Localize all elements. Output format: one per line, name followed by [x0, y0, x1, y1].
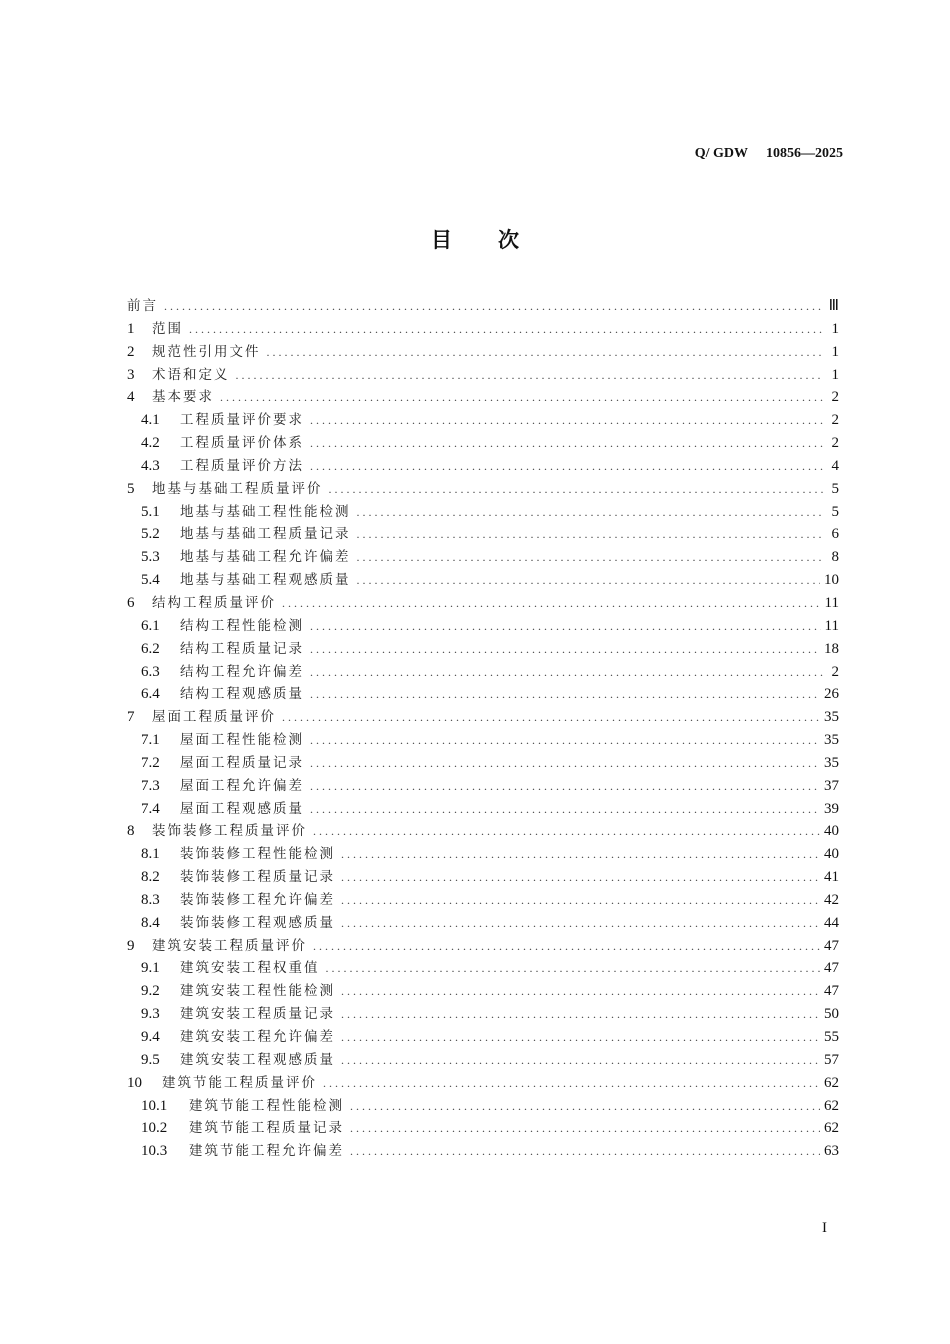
toc-entry[interactable]: [127, 409, 839, 432]
toc-entry-number: 9.5: [141, 1051, 160, 1068]
dot-leader: [310, 729, 820, 751]
title-char-2: 次: [498, 228, 519, 252]
toc-entry-number: 5.2: [141, 526, 160, 543]
toc-entry[interactable]: [127, 295, 839, 318]
toc-entry-label: 装饰装修工程性能检测: [180, 846, 335, 863]
toc-entry-number: 4.3: [141, 457, 160, 474]
toc-entry-number: 10.1: [141, 1097, 168, 1114]
toc-entry-label: 屋面工程质量评价: [152, 709, 276, 726]
toc-entry-label: 建筑安装工程质量评价: [152, 937, 307, 954]
toc-entry-page: 63: [824, 1143, 839, 1160]
dot-leader: [310, 432, 823, 454]
toc-entry-number: 2: [127, 343, 135, 360]
toc-entry-number: 7.1: [141, 732, 160, 749]
toc-entry[interactable]: [127, 501, 839, 524]
toc-entry[interactable]: [127, 569, 839, 592]
toc-entry[interactable]: [127, 820, 839, 843]
toc-entry-number: 9.1: [141, 960, 160, 977]
toc-entry-page: 2: [831, 663, 839, 680]
dot-leader: [357, 569, 821, 591]
toc-entry-page: 2: [831, 389, 839, 406]
toc-entry[interactable]: [127, 455, 839, 478]
toc-entry-label: 屋面工程允许偏差: [180, 777, 304, 794]
dot-leader: [310, 683, 820, 705]
dot-leader: [189, 318, 823, 340]
toc-entry-label: 装饰装修工程质量记录: [180, 869, 335, 886]
dot-leader: [350, 1117, 820, 1139]
toc-entry-label: 地基与基础工程质量评价: [152, 480, 323, 497]
toc-entry-number: 10.2: [141, 1120, 168, 1137]
dot-leader: [357, 501, 824, 523]
toc-entry-number: 7.4: [141, 800, 160, 817]
toc-entry-page: 10: [824, 572, 839, 589]
toc-entry[interactable]: [127, 980, 839, 1003]
toc-entry-label: 术语和定义: [152, 366, 230, 383]
toc-entry-number: 6: [127, 594, 135, 611]
dot-leader: [341, 912, 820, 934]
toc-entry-page: 2: [831, 412, 839, 429]
toc-entry-number: 10.3: [141, 1143, 168, 1160]
toc-entry-label: 规范性引用文件: [152, 343, 261, 360]
toc-entry-label: 建筑节能工程质量记录: [189, 1120, 344, 1137]
toc-entry-label: 建筑节能工程质量评价: [162, 1074, 317, 1091]
toc-entry[interactable]: [127, 1026, 839, 1049]
dot-leader: [310, 775, 820, 797]
dot-leader: [310, 455, 823, 477]
toc-entry-number: 7.2: [141, 754, 160, 771]
dot-leader: [313, 820, 820, 842]
toc-entry-number: 5.1: [141, 503, 160, 520]
toc-entry-label: 建筑节能工程允许偏差: [189, 1143, 344, 1160]
toc-entry-label: 工程质量评价方法: [180, 457, 304, 474]
toc-entry-label: 建筑安装工程质量记录: [180, 1006, 335, 1023]
toc-entry-label: 建筑节能工程性能检测: [189, 1097, 344, 1114]
toc-entry-page: 47: [824, 983, 839, 1000]
toc-entry-label: 屋面工程质量记录: [180, 754, 304, 771]
toc-entry-page: 44: [824, 914, 839, 931]
dot-leader: [341, 866, 820, 888]
toc-entry-number: 9.2: [141, 983, 160, 1000]
toc-entry-page: 1: [831, 320, 839, 337]
dot-leader: [326, 957, 821, 979]
toc-entry-label: 结构工程允许偏差: [180, 663, 304, 680]
toc-entry-label: 基本要求: [152, 389, 214, 406]
title-char-1: 目: [431, 228, 452, 252]
toc-entry-page: 11: [824, 617, 839, 634]
toc-entry-label: 装饰装修工程观感质量: [180, 914, 335, 931]
dot-leader: [341, 1049, 820, 1071]
dot-leader: [282, 706, 820, 728]
dot-leader: [341, 1026, 820, 1048]
toc-entry-page: 57: [824, 1051, 839, 1068]
toc-entry-label: 建筑安装工程性能检测: [180, 983, 335, 1000]
toc-entry-label: 结构工程质量记录: [180, 640, 304, 657]
toc-entry[interactable]: [127, 775, 839, 798]
toc-entry-number: 6.4: [141, 686, 160, 703]
toc-entry[interactable]: [127, 1095, 839, 1118]
toc-entry-page: 42: [824, 891, 839, 908]
toc-entry[interactable]: [127, 798, 839, 821]
dot-leader: [310, 752, 820, 774]
toc-entry-page: 11: [824, 594, 839, 611]
toc-entry-label: 地基与基础工程观感质量: [180, 572, 351, 589]
footer-page-number: I: [822, 1220, 827, 1236]
toc-entry-page: 40: [824, 846, 839, 863]
toc-entry-page: 62: [824, 1074, 839, 1091]
toc-entry-page: 5: [831, 503, 839, 520]
toc-entry-page: 2: [831, 435, 839, 452]
toc-entry-number: 9.3: [141, 1006, 160, 1023]
toc-entry-label: 地基与基础工程质量记录: [180, 526, 351, 543]
toc-entry-number: 8: [127, 823, 135, 840]
toc-entry-number: 4: [127, 389, 135, 406]
toc-entry-page: 5: [831, 480, 839, 497]
toc-entry-page: 41: [824, 869, 839, 886]
dot-leader: [313, 935, 820, 957]
toc-entry[interactable]: [127, 523, 839, 546]
toc-entry-page: 62: [824, 1097, 839, 1114]
toc-entry[interactable]: [127, 615, 839, 638]
toc-entry-number: 8.3: [141, 891, 160, 908]
toc-entry[interactable]: [127, 386, 839, 409]
toc-entry-page: 8: [831, 549, 839, 566]
dot-leader: [310, 638, 820, 660]
dot-leader: [341, 843, 820, 865]
toc-entry-number: 10: [127, 1074, 142, 1091]
toc-entry[interactable]: [127, 341, 839, 364]
toc-entry-number: 6.2: [141, 640, 160, 657]
toc-entry[interactable]: [127, 683, 839, 706]
dot-leader: [350, 1095, 820, 1117]
toc-entry[interactable]: [127, 912, 839, 935]
toc-entry[interactable]: [127, 1140, 839, 1163]
toc-entry-page: 62: [824, 1120, 839, 1137]
toc-entry-label: 屋面工程观感质量: [180, 800, 304, 817]
toc-entry-number: 9.4: [141, 1029, 160, 1045]
toc-entry-page: 47: [824, 960, 839, 977]
toc-entry[interactable]: [127, 935, 839, 958]
toc-entry-number: 7: [127, 709, 135, 726]
toc-entry[interactable]: [127, 592, 839, 615]
toc-entry[interactable]: [127, 661, 839, 684]
dot-leader: [310, 615, 821, 637]
toc-entry-number: 5.3: [141, 549, 160, 566]
toc-entry-page: 40: [824, 823, 839, 840]
toc-entry[interactable]: [127, 843, 839, 866]
toc-entry[interactable]: [127, 957, 839, 980]
toc-entry-label: 范围: [152, 320, 183, 337]
dot-leader: [267, 341, 824, 363]
dot-leader: [341, 889, 820, 911]
dot-leader: [357, 523, 824, 545]
toc-entry-number: 3: [127, 366, 135, 383]
page-title: [0, 224, 950, 254]
toc-entry-number: 8.1: [141, 846, 160, 863]
toc-entry-label: 结构工程质量评价: [152, 594, 276, 611]
toc-entry-label: 装饰装修工程允许偏差: [180, 891, 335, 908]
dot-leader: [236, 364, 824, 386]
toc-entry[interactable]: [127, 1049, 839, 1072]
toc-entry-page: 39: [824, 800, 839, 817]
toc-entry[interactable]: [127, 1117, 839, 1140]
toc-entry-page: 18: [824, 640, 839, 657]
toc-entry[interactable]: [127, 729, 839, 752]
toc-entry-label: 建筑安装工程权重值: [180, 960, 320, 977]
toc-entry-page: 35: [824, 709, 839, 726]
toc-entry-page: 47: [824, 937, 839, 954]
toc-entry[interactable]: [127, 432, 839, 455]
toc-entry[interactable]: [127, 889, 839, 912]
table-of-contents: [127, 295, 839, 1163]
toc-entry[interactable]: [127, 706, 839, 729]
dot-leader: [357, 546, 824, 568]
toc-entry-page: 4: [831, 457, 839, 474]
dot-leader: [341, 1003, 820, 1025]
toc-entry-page: 37: [824, 777, 839, 794]
toc-entry-number: 5: [127, 480, 135, 497]
toc-entry-number: 4.1: [141, 412, 160, 429]
toc-entry-page: 1: [831, 366, 839, 383]
standard-code: [695, 146, 843, 162]
toc-entry-label: 工程质量评价要求: [180, 412, 304, 429]
toc-entry[interactable]: [127, 1003, 839, 1026]
toc-entry-number: 4.2: [141, 435, 160, 452]
dot-leader: [323, 1072, 820, 1094]
toc-entry[interactable]: [127, 364, 839, 387]
toc-entry-number: 8.4: [141, 914, 160, 931]
toc-entry-number: 9: [127, 937, 135, 954]
toc-entry-page: 6: [831, 526, 839, 543]
dot-leader: [329, 478, 824, 500]
toc-entry[interactable]: [127, 478, 839, 501]
toc-entry-label: 地基与基础工程性能检测: [180, 503, 351, 520]
toc-entry-page: 55: [824, 1029, 839, 1045]
toc-entry[interactable]: [127, 638, 839, 661]
toc-entry-label: 前言: [127, 298, 158, 314]
toc-entry-number: 1: [127, 320, 135, 337]
toc-entry-number: 8.2: [141, 869, 160, 886]
toc-entry[interactable]: [127, 546, 839, 569]
toc-entry[interactable]: [127, 1072, 839, 1095]
standard-prefix: Q/ GDW: [694, 146, 748, 161]
toc-entry-label: 屋面工程性能检测: [180, 732, 304, 749]
toc-entry[interactable]: [127, 752, 839, 775]
toc-entry-number: 6.1: [141, 617, 160, 634]
toc-entry-page: 35: [824, 754, 839, 771]
toc-entry-page: 1: [831, 343, 839, 360]
toc-entry-label: 地基与基础工程允许偏差: [180, 549, 351, 566]
dot-leader: [310, 661, 823, 683]
dot-leader: [282, 592, 821, 614]
toc-entry-label: 建筑安装工程观感质量: [180, 1051, 335, 1068]
dot-leader: [310, 798, 820, 820]
toc-entry-label: 装饰装修工程质量评价: [152, 823, 307, 840]
toc-entry-page: 26: [824, 686, 839, 703]
toc-entry-label: 建筑安装工程允许偏差: [180, 1029, 335, 1045]
toc-entry-label: 工程质量评价体系: [180, 435, 304, 452]
toc-entry-page: 50: [824, 1006, 839, 1023]
toc-entry[interactable]: [127, 318, 839, 341]
dot-leader: [341, 980, 820, 1002]
toc-entry-label: 结构工程性能检测: [180, 617, 304, 634]
toc-entry[interactable]: [127, 866, 839, 889]
dot-leader: [350, 1140, 820, 1162]
standard-number: 10856—2025: [766, 146, 843, 161]
toc-entry-page: Ⅲ: [828, 298, 839, 314]
toc-entry-label: 结构工程观感质量: [180, 686, 304, 703]
dot-leader: [164, 295, 823, 317]
toc-entry-number: 6.3: [141, 663, 160, 680]
toc-entry-number: 5.4: [141, 572, 160, 589]
toc-entry-page: 35: [824, 732, 839, 749]
dot-leader: [220, 386, 823, 408]
toc-entry-number: 7.3: [141, 777, 160, 794]
dot-leader: [310, 409, 823, 431]
